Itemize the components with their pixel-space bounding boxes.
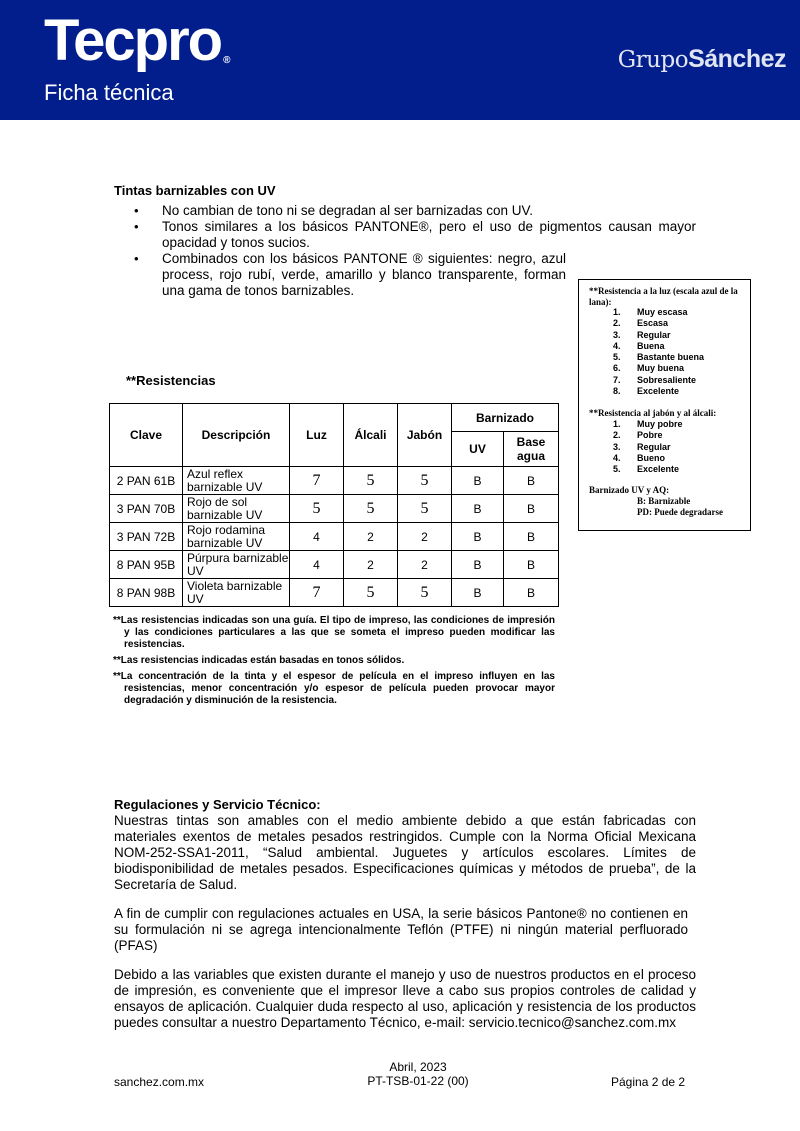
cell-luz: 4 — [290, 523, 344, 551]
list-item: 3. Regular — [613, 441, 671, 452]
cell-clave: 8 PAN 98B — [110, 579, 183, 607]
cell-descripcion: Rojo rodamina barnizable UV — [183, 523, 290, 551]
note: **Las resistencias indicadas están basadas en tonos sólidos. — [113, 655, 405, 666]
cell-uv: B — [452, 495, 504, 523]
cell-luz: 7 — [290, 579, 344, 607]
cell-base-agua: B — [504, 495, 559, 523]
cell-descripcion: Púrpura barnizable UV — [183, 551, 290, 579]
resistencias-table — [109, 403, 559, 607]
cell-alcali: 5 — [344, 495, 398, 523]
cell-base-agua: B — [504, 579, 559, 607]
footer-code: PT-TSB-01-22 (00) — [367, 1074, 469, 1088]
regulaciones-title: Regulaciones y Servicio Técnico: — [114, 797, 321, 812]
legend-barnizado-pd: PD: Puede degradarse — [637, 507, 723, 517]
list-item: 2. Escasa — [613, 318, 669, 329]
footer-page-number: Página 2 de 2 — [611, 1075, 686, 1089]
cell-uv: B — [452, 551, 504, 579]
cell-clave: 2 PAN 61B — [110, 467, 183, 495]
header-luz: Luz — [290, 404, 344, 467]
legend-luz-list — [613, 307, 704, 397]
list-item: 8. Excelente — [613, 386, 680, 397]
header-base-agua: Base agua — [504, 432, 559, 467]
header-clave: Clave — [110, 404, 183, 467]
cell-alcali: 5 — [344, 467, 398, 495]
cell-alcali: 2 — [344, 523, 398, 551]
list-item: 2. Pobre — [613, 430, 663, 441]
section-title-uv: Tintas barnizables con UV — [114, 183, 276, 198]
regulaciones-paragraph-1: Nuestras tintas son amables con el medio ambiente debido a que están fabricadas con materiales exentos de metales pesados restringidos. Cumple con la Norma Oficial Mexicana NOM-252-SSA1-2011, “Salud ambiental. Juguetes y artículos escolares. Límites de biodisponibilidad de metales pesados. Especificaciones químicas y métodos de prueba”, de la Secretaría de Salud. — [114, 813, 696, 892]
note: **Las resistencias indicadas son una guía. El tipo de impreso, las condiciones de impresión y las condiciones particulares a las que se someta el impreso pueden modificar las resistencias. — [113, 615, 555, 650]
cell-luz: 4 — [290, 551, 344, 579]
list-item: 1. Muy escasa — [613, 307, 688, 317]
table-row — [110, 495, 559, 523]
cell-clave: 3 PAN 70B — [110, 495, 183, 523]
cell-alcali: 2 — [344, 551, 398, 579]
list-item: 6. Muy buena — [613, 363, 685, 374]
header-descripcion: Descripción — [183, 404, 290, 467]
cell-base-agua: B — [504, 523, 559, 551]
list-item: 5. Excelente — [613, 464, 680, 475]
header-jabon: Jabón — [398, 404, 452, 467]
list-item: • Tonos similares a los básicos PANTONE®, pero el uso de pigmentos causan mayor opacidad y tonos sucios. — [130, 219, 696, 251]
legend-barnizado-title: Barnizado UV y AQ: — [589, 485, 670, 495]
header-uv: UV — [452, 432, 504, 467]
list-item: 5. Bastante buena — [613, 352, 705, 363]
cell-descripcion: Rojo de sol barnizable UV — [183, 495, 290, 523]
list-item: • Combinados con los básicos PANTONE ® siguientes: negro, azul process, rojo rubí, verde, amarillo y blanco transparente, forman una gama de tonos barnizables. — [130, 251, 566, 299]
list-item: 4. Buena — [613, 340, 665, 351]
header-subtitle: Ficha técnica — [44, 80, 174, 105]
table-row — [110, 523, 559, 551]
legend-box — [578, 279, 751, 531]
footer-date: Abril, 2023 — [389, 1060, 447, 1074]
legend-jabon-title: **Resistencia al jabón y al álcali: — [589, 408, 717, 418]
cell-base-agua: B — [504, 551, 559, 579]
cell-luz: 7 — [290, 467, 344, 495]
list-item: 1. Muy pobre — [613, 419, 683, 429]
cell-uv: B — [452, 579, 504, 607]
footer-website: sanchez.com.mx — [114, 1075, 205, 1089]
note: **La concentración de la tinta y el espesor de película en el impreso influyen en las resistencias, menor concentración y/o espesor de película pueden provocar mayor degradación y disminución de la resistencia. — [113, 671, 555, 706]
cell-base-agua: B — [504, 467, 559, 495]
table-row — [110, 579, 559, 607]
cell-descripcion: Violeta barnizable UV — [183, 579, 290, 607]
table-row — [110, 467, 559, 495]
cell-descripcion: Azul reflex barnizable UV — [183, 467, 290, 495]
list-item: 4. Bueno — [613, 452, 665, 463]
tecpro-logo: Tecpro ® — [44, 8, 231, 73]
header-banner — [0, 0, 800, 120]
legend-jabon-list — [613, 419, 683, 475]
regulaciones-paragraph-2: A fin de cumplir con regulaciones actuales en USA, la serie básicos Pantone® no contienen en su formulación ni se agrega intencionalmente Teflón (PTFE) ni ningún material perfluorado (PFAS) — [114, 906, 688, 953]
regulaciones-paragraph-3: Debido a las variables que existen durante el manejo y uso de nuestros productos en el proceso de impresión, es conveniente que el impresor lleve a cabo sus propios controles de calidad y ensayos de aplicación. Cualquier duda respecto al uso, aplicación y resistencia de los productos puedes consultar a nuestro Departamento Técnico, e-mail: servicio.tecnico@sanchez.com.mx — [114, 967, 696, 1030]
grupo-sanchez-logo: GrupoSánchez — [617, 45, 786, 73]
legend-barnizado-b: B: Barnizable — [637, 496, 691, 506]
cell-clave: 3 PAN 72B — [110, 523, 183, 551]
list-item: 7. Sobresaliente — [613, 374, 697, 385]
list-item: • No cambian de tono ni se degradan al ser barnizadas con UV. — [130, 203, 696, 219]
cell-alcali: 5 — [344, 579, 398, 607]
resistencias-notes — [113, 615, 555, 707]
header-barnizado: Barnizado — [452, 404, 559, 432]
cell-jabon: 2 — [398, 523, 452, 551]
cell-jabon: 5 — [398, 495, 452, 523]
cell-clave: 8 PAN 95B — [110, 551, 183, 579]
resistencias-title: **Resistencias — [126, 373, 216, 388]
cell-jabon: 2 — [398, 551, 452, 579]
cell-jabon: 5 — [398, 467, 452, 495]
header-alcali: Álcali — [344, 404, 398, 467]
legend-luz-title: **Resistencia a la luz (escala azul de la lana): — [589, 286, 738, 307]
cell-jabon: 5 — [398, 579, 452, 607]
table-row — [110, 551, 559, 579]
cell-uv: B — [452, 523, 504, 551]
cell-luz: 5 — [290, 495, 344, 523]
list-item: 3. Regular — [613, 329, 671, 340]
cell-uv: B — [452, 467, 504, 495]
